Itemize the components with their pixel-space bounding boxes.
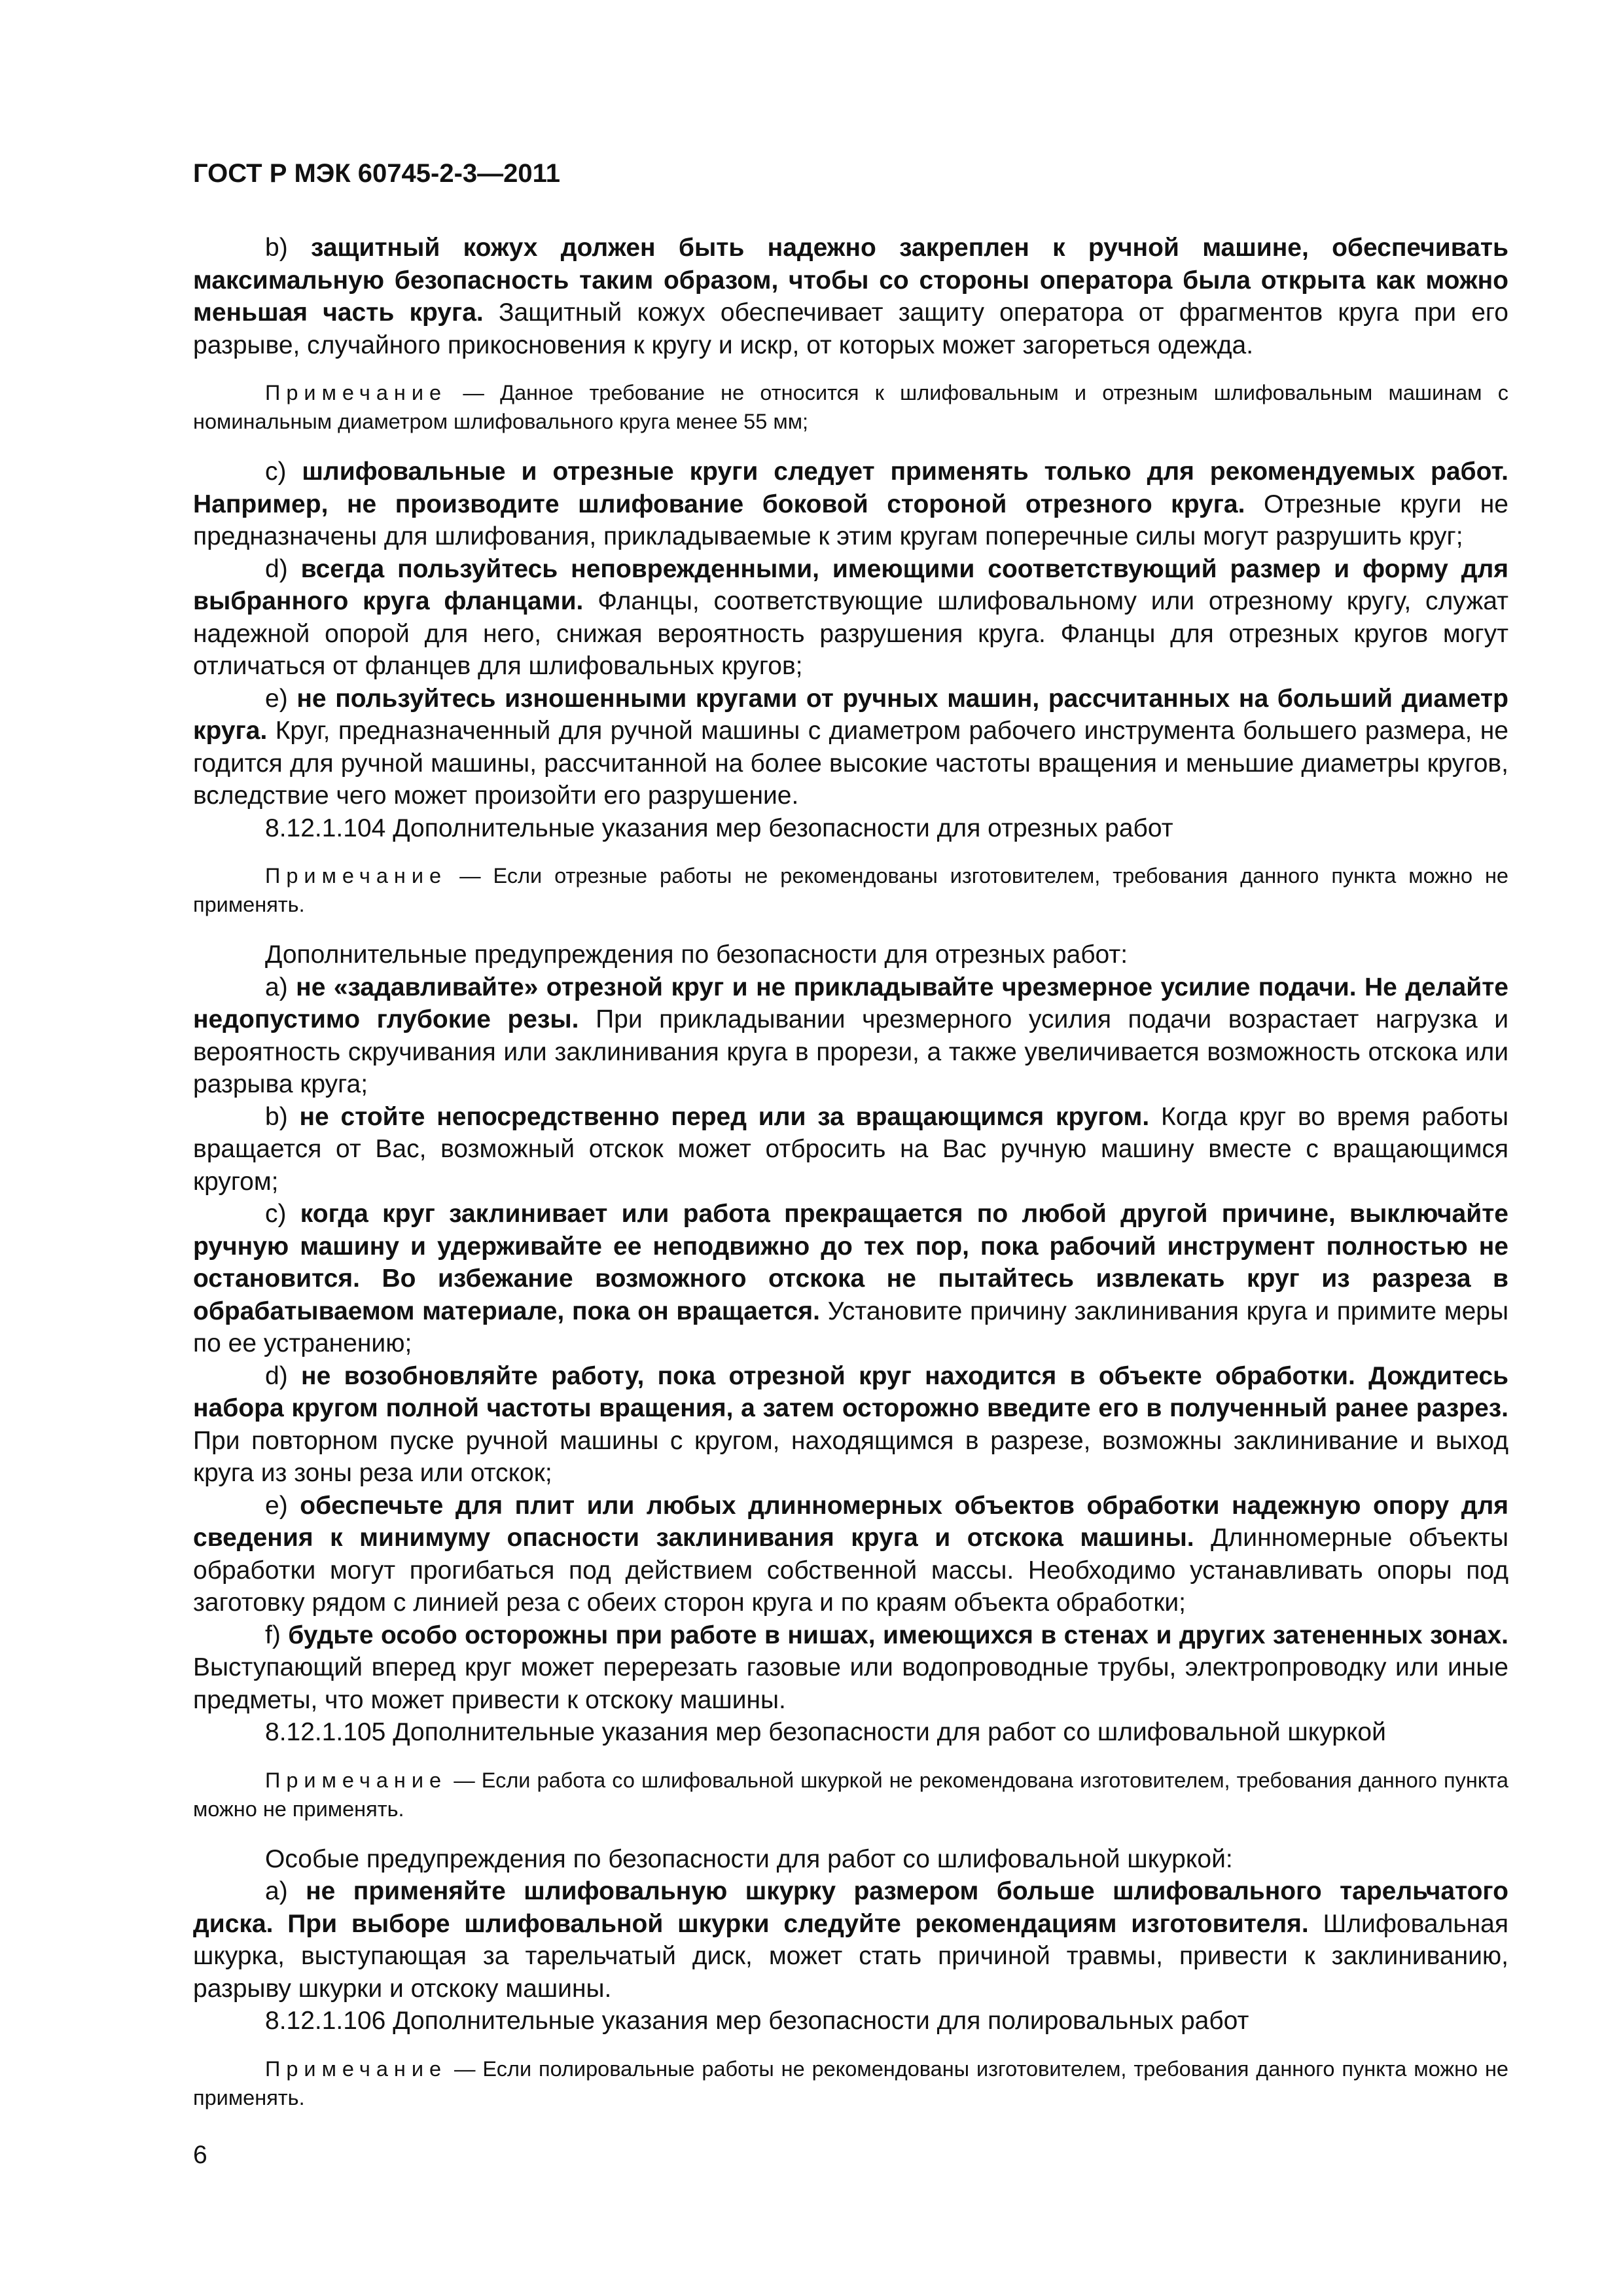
document-body: [193, 232, 1508, 2112]
item-marker: c): [265, 1200, 287, 1228]
item-marker: d): [265, 554, 288, 583]
note-text: — Если полировальные работы не рекомендованы изготовителем, требования данного пункта можно не применять.: [193, 2056, 1509, 2109]
list-item: [193, 1490, 1508, 1619]
item-marker: a): [265, 1877, 288, 1905]
item-bold-text: не «задавливайте» отрезной круг и не прикладывайте чрезмерное усилие подачи. Не делайте недопустимо глубокие резы.: [193, 973, 1508, 1033]
item-text: Длинномерные объекты обработки могут прогибаться под действием собственной массы. Необходимо устанавливать опоры под заготовку рядом с линией реза с обеих сторон круга и по краям объекта обработки;: [193, 1524, 1509, 1617]
item-marker: e): [265, 684, 288, 713]
item-marker: e): [265, 1491, 288, 1520]
item-text: Фланцы, соответствующие шлифовальному или отрезному кругу, служат надежной опорой для него, снижая вероятность разрушения круга. Фланцы для отрезных кругов могут отличаться от фланцев для шлифовальных кругов;: [193, 587, 1508, 680]
note-label: Примечание: [265, 1768, 448, 1792]
item-bold-text: не применяйте шлифовальную шкурку размером больше шлифовального тарельчатого диска. При выборе шлифовальной шкурки следуйте рекомендациям изготовителя.: [193, 1877, 1508, 1938]
intro-line: [193, 939, 1508, 971]
item-text: Шлифовальная шкурка, выступающая за тарельчатый диск, может стать причиной травмы, привести к заклиниванию, разрыву шкурки и отскоку машины.: [193, 1909, 1508, 2003]
item-marker: d): [265, 1361, 288, 1390]
item-bold-text: всегда пользуйтесь неповрежденными, имеющими соответствующий размер и форму для выбранного круга фланцами.: [193, 554, 1508, 615]
list-item: [193, 971, 1508, 1101]
subclause-text: Дополнительные указания мер безопасности для отрезных работ: [393, 814, 1173, 842]
item-bold-text: когда круг заклинивает или работа прекращается по любой другой причине, выключайте ручную машину и удерживайте ее неподвижно до тех пор, пока рабочий инструмент полностью не остановится. Во избежание возможного отскока не пытайтесь извлекать круг из разреза в обрабатываемом материале, пока он вращается.: [193, 1200, 1508, 1325]
note-label: Примечание: [265, 2056, 448, 2081]
subclause-heading: [193, 812, 1508, 845]
note: [193, 1766, 1508, 1823]
item-text: Круг, предназначенный для ручной машины с диаметром рабочего инструмента большего размера, не годится для ручной машины, рассчитанной на более высокие частоты вращения и меньшие диаметры кругов, вследствие чего может произойти его разрушение.: [193, 717, 1508, 810]
note-text: — Если работа со шлифовальной шкуркой не рекомендована изготовителем, требования данного пункта можно не применять.: [193, 1768, 1509, 1821]
item-marker: a): [265, 973, 288, 1001]
list-item: [193, 1360, 1508, 1490]
note-label: Примечание: [265, 864, 448, 888]
subclause-number: 8.12.1.105: [265, 1718, 386, 1746]
page-number: 6: [193, 2141, 207, 2169]
item-bold-text: шлифовальные и отрезные круги следует применять только для рекомендуемых работ. Например, не производите шлифование боковой стороной отрезного круга.: [193, 457, 1508, 518]
item-bold-text: не пользуйтесь изношенными кругами от ручных машин, рассчитанных на больший диаметр круга.: [193, 684, 1508, 745]
item-text: Защитный кожух обеспечивает защиту оператора от фрагментов круга при его разрыве, случайного прикосновения к кругу и искр, от которых может загореться одежда.: [193, 298, 1508, 359]
note: [193, 2054, 1508, 2112]
list-item: [193, 1101, 1508, 1198]
item-bold-text: не возобновляйте работу, пока отрезной круг находится в объекте обработки. Дождитесь набора кругом полной частоты вращения, а затем осторожно введите его в полученный ранее разрез.: [193, 1361, 1509, 1422]
list-item: [193, 232, 1508, 361]
note-label: Примечание: [265, 381, 448, 404]
subclause-number: 8.12.1.104: [265, 814, 386, 842]
subclause-number: 8.12.1.106: [265, 2007, 386, 2035]
list-item: [193, 1875, 1508, 2005]
list-item: [193, 1619, 1508, 1717]
item-marker: f): [265, 1621, 281, 1649]
subclause-text: Дополнительные указания мер безопасности для полировальных работ: [393, 2007, 1249, 2035]
subclause-text: Дополнительные указания мер безопасности для работ со шлифовальной шкуркой: [393, 1718, 1386, 1746]
list-item: [193, 1198, 1508, 1360]
item-marker: b): [265, 234, 288, 262]
item-marker: c): [265, 457, 287, 486]
item-bold-text: будьте особо осторожны при работе в нишах, имеющихся в стенах и других затененных зонах.: [288, 1621, 1508, 1649]
note: [193, 378, 1508, 436]
document-page: [193, 157, 1508, 2132]
list-item: [193, 456, 1508, 553]
item-text: Установите причину заклинивания круга и примите меры по ее устранению;: [193, 1297, 1508, 1357]
item-text: Выступающий вперед круг может перерезать газовые или водопроводные трубы, электропроводку или иные предметы, что может привести к отскоку машины.: [193, 1653, 1508, 1714]
subclause-heading: [193, 1716, 1508, 1749]
item-text: Отрезные круги не предназначены для шлифования, прикладываемые к этим кругам поперечные силы могут разрушить круг;: [193, 490, 1508, 550]
subclause-text: Дополнительные предупреждения по безопасности для отрезных работ:: [265, 941, 1128, 969]
item-bold-text: обеспечьте для плит или любых длинномерных объектов обработки надежную опору для сведения к минимуму опасности заклинивания круга и отскока машины.: [193, 1491, 1508, 1552]
note: [193, 861, 1508, 919]
item-bold-text: защитный кожух должен быть надежно закреплен к ручной машине, обеспечивать максимальную безопасность таким образом, чтобы со стороны оператора была открыта как можно меньшая часть круга.: [193, 234, 1508, 327]
note-text: — Данное требование не относится к шлифовальным и отрезным шлифовальным машинам с номинальным диаметром шлифовального круга менее 55 мм;: [193, 381, 1508, 433]
list-item: [193, 683, 1508, 812]
subclause-text: Особые предупреждения по безопасности для работ со шлифовальной шкуркой:: [265, 1844, 1233, 1873]
item-text: Когда круг во время работы вращается от Вас, возможный отскок может отбросить на Вас ручную машину вместе с вращающимся кругом;: [193, 1102, 1509, 1196]
intro-line: [193, 1843, 1508, 1876]
subclause-heading: [193, 2005, 1508, 2037]
item-text: При повторном пуске ручной машины с кругом, находящимся в разрезе, возможны заклинивание и выход круга из зоны реза или отскок;: [193, 1426, 1508, 1487]
item-marker: b): [265, 1102, 288, 1131]
note-text: — Если отрезные работы не рекомендованы изготовителем, требования данного пункта можно не применять.: [193, 864, 1509, 916]
standard-header: ГОСТ Р МЭК 60745-2-3—2011: [193, 159, 560, 188]
item-text: При прикладывании чрезмерного усилия подачи возрастает нагрузка и вероятность скручивания или заклинивания круга в прорези, а также увеличивается возможность отскока или разрыва круга;: [193, 1005, 1508, 1098]
item-bold-text: не стойте непосредственно перед или за вращающимся кругом.: [299, 1102, 1150, 1131]
list-item: [193, 553, 1508, 683]
